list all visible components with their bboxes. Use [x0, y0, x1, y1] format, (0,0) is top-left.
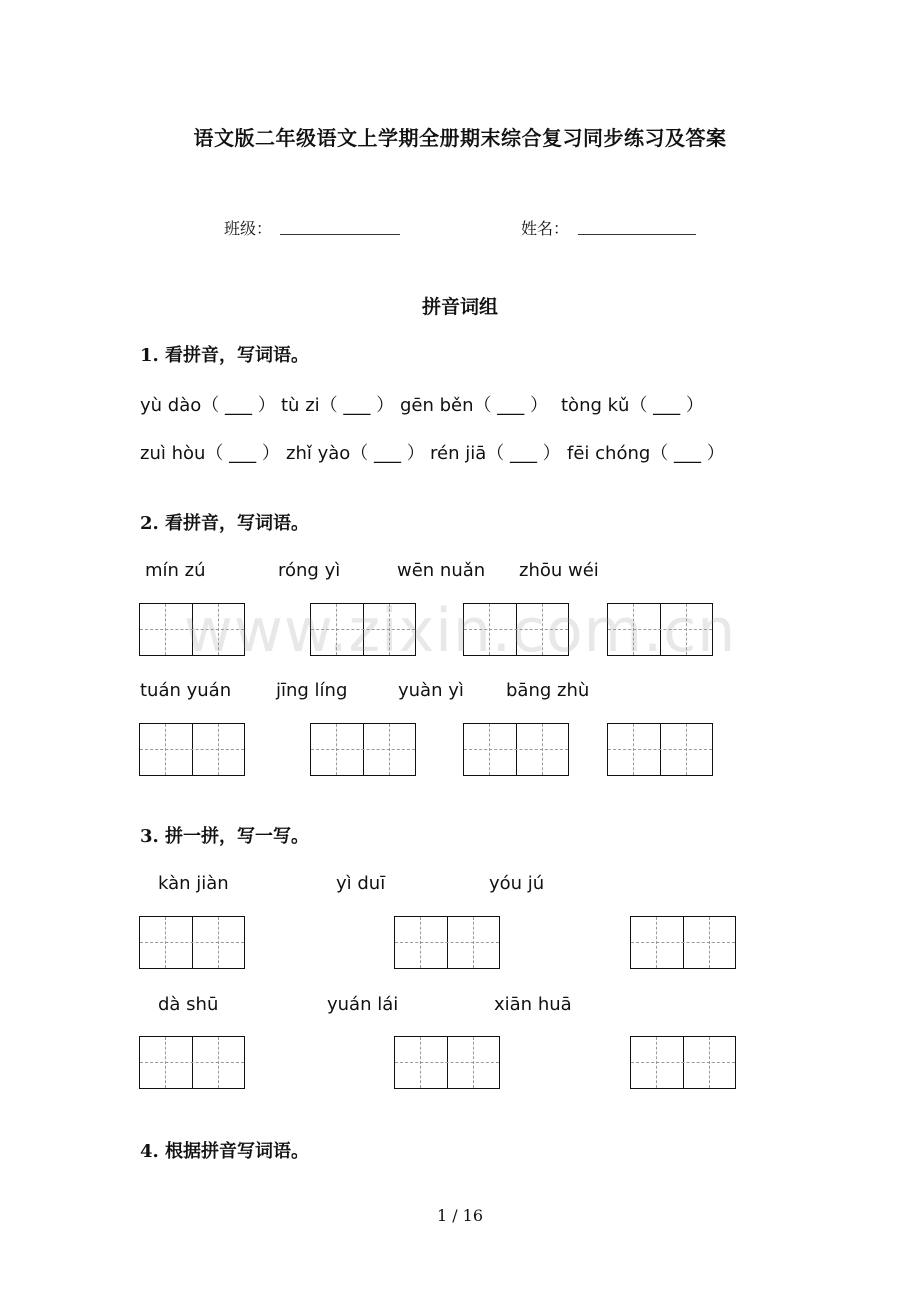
q1-item: zhǐ yào（ ___ ）: [286, 443, 425, 464]
writing-grid[interactable]: [139, 916, 245, 969]
q3-pinyin: dà shū: [158, 994, 219, 1015]
q1-item: tù zi（ ___ ）: [281, 395, 395, 416]
q2-pinyin: jīng líng: [276, 680, 348, 701]
writing-grid[interactable]: [394, 916, 500, 969]
writing-grid[interactable]: [607, 723, 713, 776]
writing-grid[interactable]: [630, 916, 736, 969]
class-label: 班级：: [224, 219, 273, 238]
name-label: 姓名：: [521, 219, 570, 238]
q2-pinyin: bāng zhù: [506, 680, 590, 701]
q3-pinyin: yì duī: [336, 873, 386, 894]
q2-pinyin: róng yì: [278, 560, 341, 581]
writing-grid[interactable]: [139, 1036, 245, 1089]
writing-grid[interactable]: [139, 723, 245, 776]
name-blank: [578, 234, 696, 235]
writing-grid[interactable]: [310, 723, 416, 776]
q2-pinyin: mín zú: [145, 560, 206, 581]
q2-pinyin: zhōu wéi: [519, 560, 599, 581]
q1-item: yù dào（ ___ ）: [140, 395, 276, 416]
q2-heading: 2. 看拼音，写词语。: [140, 513, 310, 534]
q2-pinyin: yuàn yì: [398, 680, 464, 701]
q1-item: tòng kǔ（ ___ ）: [561, 395, 704, 416]
q1-item: zuì hòu（ ___ ）: [140, 443, 280, 464]
q1-item: rén jiā（ ___ ）: [430, 443, 561, 464]
writing-grid[interactable]: [630, 1036, 736, 1089]
writing-grid[interactable]: [463, 723, 569, 776]
q2-pinyin: tuán yuán: [140, 680, 232, 701]
writing-grid[interactable]: [394, 1036, 500, 1089]
q3-pinyin: yuán lái: [327, 994, 399, 1015]
page-number: 1 / 16: [436, 1206, 484, 1225]
q1-heading: 1. 看拼音，写词语。: [140, 345, 310, 366]
q3-pinyin: kàn jiàn: [158, 873, 229, 894]
q3-heading: 3. 拼一拼，写一写。: [140, 826, 310, 847]
q1-item: gēn běn（ ___ ）: [400, 395, 548, 416]
document-title: 语文版二年级语文上学期全册期末综合复习同步练习及答案: [193, 126, 727, 150]
watermark: www.zixin.com.cn: [183, 596, 737, 666]
q4-heading: 4. 根据拼音写词语。: [140, 1141, 310, 1162]
q3-pinyin: xiān huā: [494, 994, 572, 1015]
q2-pinyin: wēn nuǎn: [397, 560, 486, 581]
class-blank: [280, 234, 400, 235]
section-title: 拼音词组: [421, 296, 498, 318]
q1-item: fēi chóng（ ___ ）: [567, 443, 725, 464]
q3-pinyin: yóu jú: [489, 873, 545, 894]
